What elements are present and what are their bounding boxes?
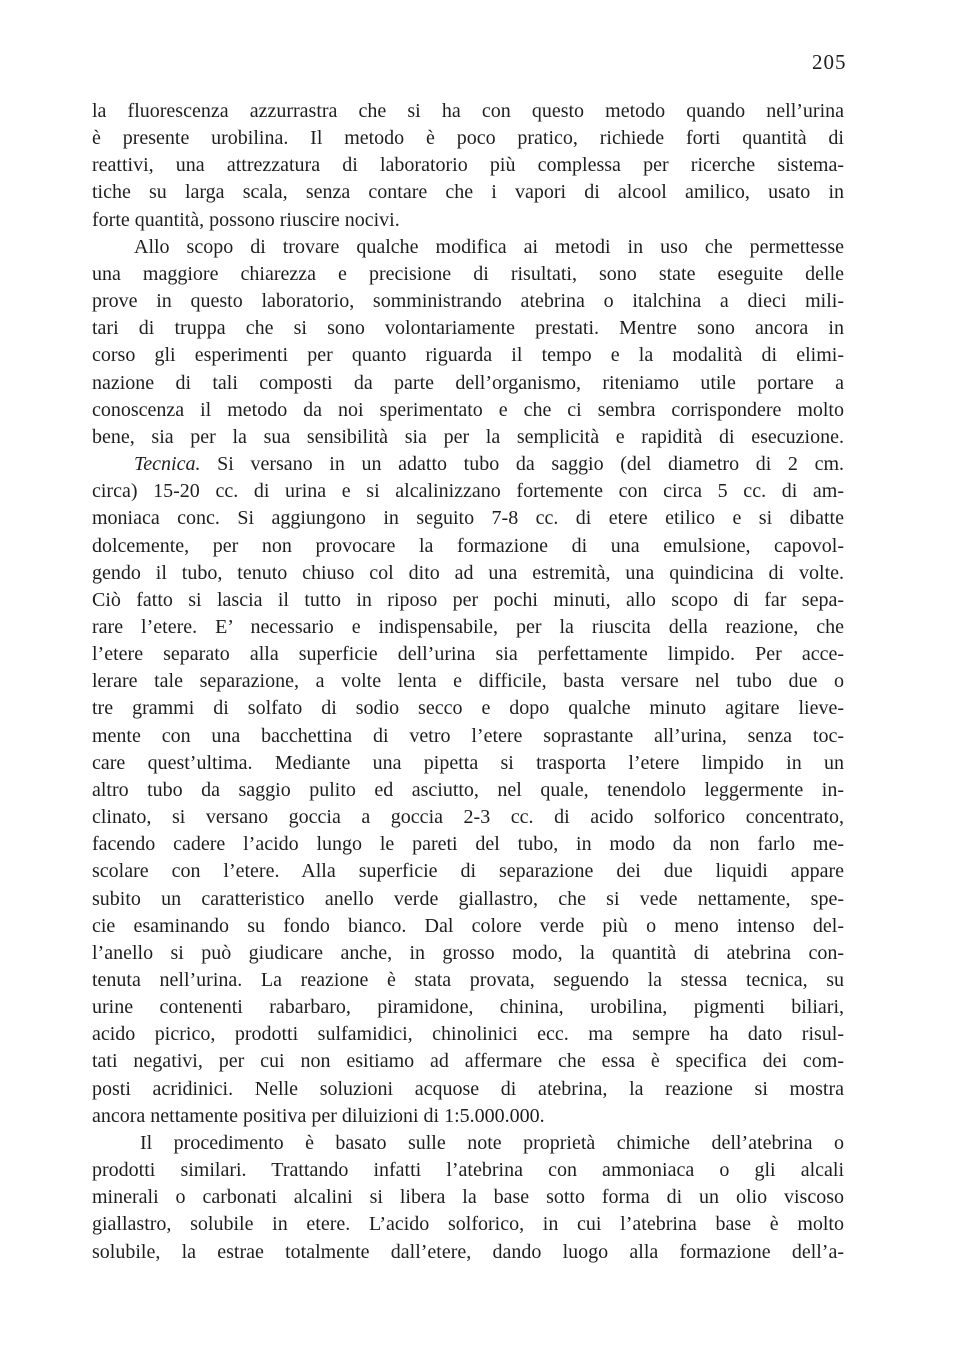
- section-first-line: [92, 451, 844, 478]
- text-line: Ciò fatto si lascia il tutto in riposo per pochi minuti, allo scopo di far sepa-: [92, 588, 844, 611]
- text-line: prodotti similari. Trattando infatti l’atebrina con ammoniaca o gli alcali: [92, 1159, 844, 1182]
- text-line: prove in questo laboratorio, somministrando atebrina o italchina a dieci mili-: [92, 290, 844, 313]
- text-line: tenuta nell’urina. La reazione è stata provata, seguendo la stessa tecnica, su: [92, 969, 844, 991]
- text-line: nazione di tali composti da parte dell’organismo, riteniamo utile portare a: [92, 371, 844, 394]
- text-line: tati negativi, per cui non esitiamo ad affermare che essa è specifica dei com-: [92, 1050, 844, 1073]
- text-line: altro tubo da saggio pulito ed asciutto, nel quale, tenendolo leggermente in-: [92, 778, 844, 801]
- body-text: [92, 98, 844, 1266]
- text-line: mente con una bacchettina di vetro l’etere soprastante all’urina, senza toc-: [92, 724, 844, 747]
- text-line: corso gli esperimenti per quanto riguarda il tempo e la modalità di elimi-: [92, 344, 844, 367]
- text-line: care quest’ultima. Mediante una pipetta si trasporta l’etere limpido in un: [92, 751, 844, 774]
- text-line: posti acridinici. Nelle soluzioni acquose di atebrina, la reazione si mostra: [92, 1077, 844, 1100]
- text-line: subito un caratteristico anello verde giallastro, che si vede nettamente, spe-: [92, 887, 844, 910]
- text-line: forte quantità, possono riuscire nocivi.: [92, 208, 400, 231]
- paragraph-first-line: Il procedimento è basato sulle note proprietà chimiche dell’atebrina o: [140, 1131, 844, 1154]
- text-line: facendo cadere l’acido lungo le pareti del tubo, in modo da non farlo me-: [92, 833, 844, 856]
- text-line: tiche su larga scala, senza contare che i vapori di alcool amilico, usato in: [92, 181, 844, 204]
- page-number: 205: [812, 50, 847, 74]
- section-first-line-text: Si versano in un adatto tubo da saggio (del diametro di 2 cm.: [217, 453, 845, 476]
- text-line: minerali o carbonati alcalini si libera la base sotto forma di un olio viscoso: [92, 1186, 844, 1209]
- text-line: tari di truppa che si sono volontariamente prestati. Mentre sono ancora in: [92, 317, 844, 340]
- text-line: lerare tale separazione, a volte lenta e difficile, basta versare nel tubo due o: [92, 670, 844, 693]
- text-line: giallastro, solubile in etere. L’acido solforico, in cui l’atebrina base è molto: [92, 1213, 844, 1236]
- paragraph-first-line: Allo scopo di trovare qualche modifica ai metodi in uso che permettesse: [134, 235, 844, 258]
- text-line: una maggiore chiarezza e precisione di risultati, sono state eseguite delle: [92, 262, 844, 285]
- text-line: la fluorescenza azzurrastra che si ha con questo metodo quando nell’urina: [92, 100, 844, 122]
- text-line: rare l’etere. E’ necessario e indispensabile, per la riuscita della reazione, che: [92, 615, 844, 638]
- text-line: clinato, si versano goccia a goccia 2-3 cc. di acido solforico concentrato,: [92, 806, 844, 829]
- text-line: l’etere separato alla superficie dell’urina sia perfettamente limpido. Per acce-: [92, 643, 844, 666]
- text-line: urine contenenti rabarbaro, piramidone, chinina, urobilina, pigmenti biliari,: [92, 996, 844, 1019]
- text-line: conoscenza il metodo da noi sperimentato e che ci sembra corrispondere molto: [92, 398, 844, 421]
- text-line: acido picrico, prodotti sulfamidici, chinolinici ecc. ma sempre ha dato risul-: [92, 1023, 844, 1046]
- text-line: bene, sia per la sua sensibilità sia per la semplicità e rapidità di esecuzione.: [92, 425, 844, 448]
- text-line: circa) 15-20 cc. di urina e si alcalinizzano fortemente con circa 5 cc. di am-: [92, 480, 844, 503]
- text-line: è presente urobilina. Il metodo è poco pratico, richiede forti quantità di: [92, 127, 844, 150]
- text-line: cie esaminando su fondo bianco. Dal colore verde più o meno intenso del-: [92, 914, 844, 937]
- text-line: tre grammi di solfato di sodio secco e dopo qualche minuto agitare lieve-: [92, 697, 844, 720]
- text-line: moniaca conc. Si aggiungono in seguito 7-8 cc. di etere etilico e si dibatte: [92, 507, 844, 530]
- text-line: scolare con l’etere. Alla superficie di separazione dei due liquidi appare: [92, 860, 844, 883]
- text-line: reattivi, una attrezzatura di laboratorio più complessa per ricerche sistema-: [92, 154, 844, 177]
- section-label: Tecnica.: [134, 453, 201, 476]
- text-line: l’anello si può giudicare anche, in grosso modo, la quantità di atebrina con-: [92, 941, 844, 964]
- text-line: gendo il tubo, tenuto chiuso col dito ad una estremità, una quindicina di volte.: [92, 561, 844, 584]
- text-line: ancora nettamente positiva per diluizioni di 1:5.000.000.: [92, 1104, 545, 1127]
- text-line: dolcemente, per non provocare la formazione di una emulsione, capovol-: [92, 534, 844, 557]
- text-line: solubile, la estrae totalmente dall’etere, dando luogo alla formazione dell’a-: [92, 1240, 844, 1263]
